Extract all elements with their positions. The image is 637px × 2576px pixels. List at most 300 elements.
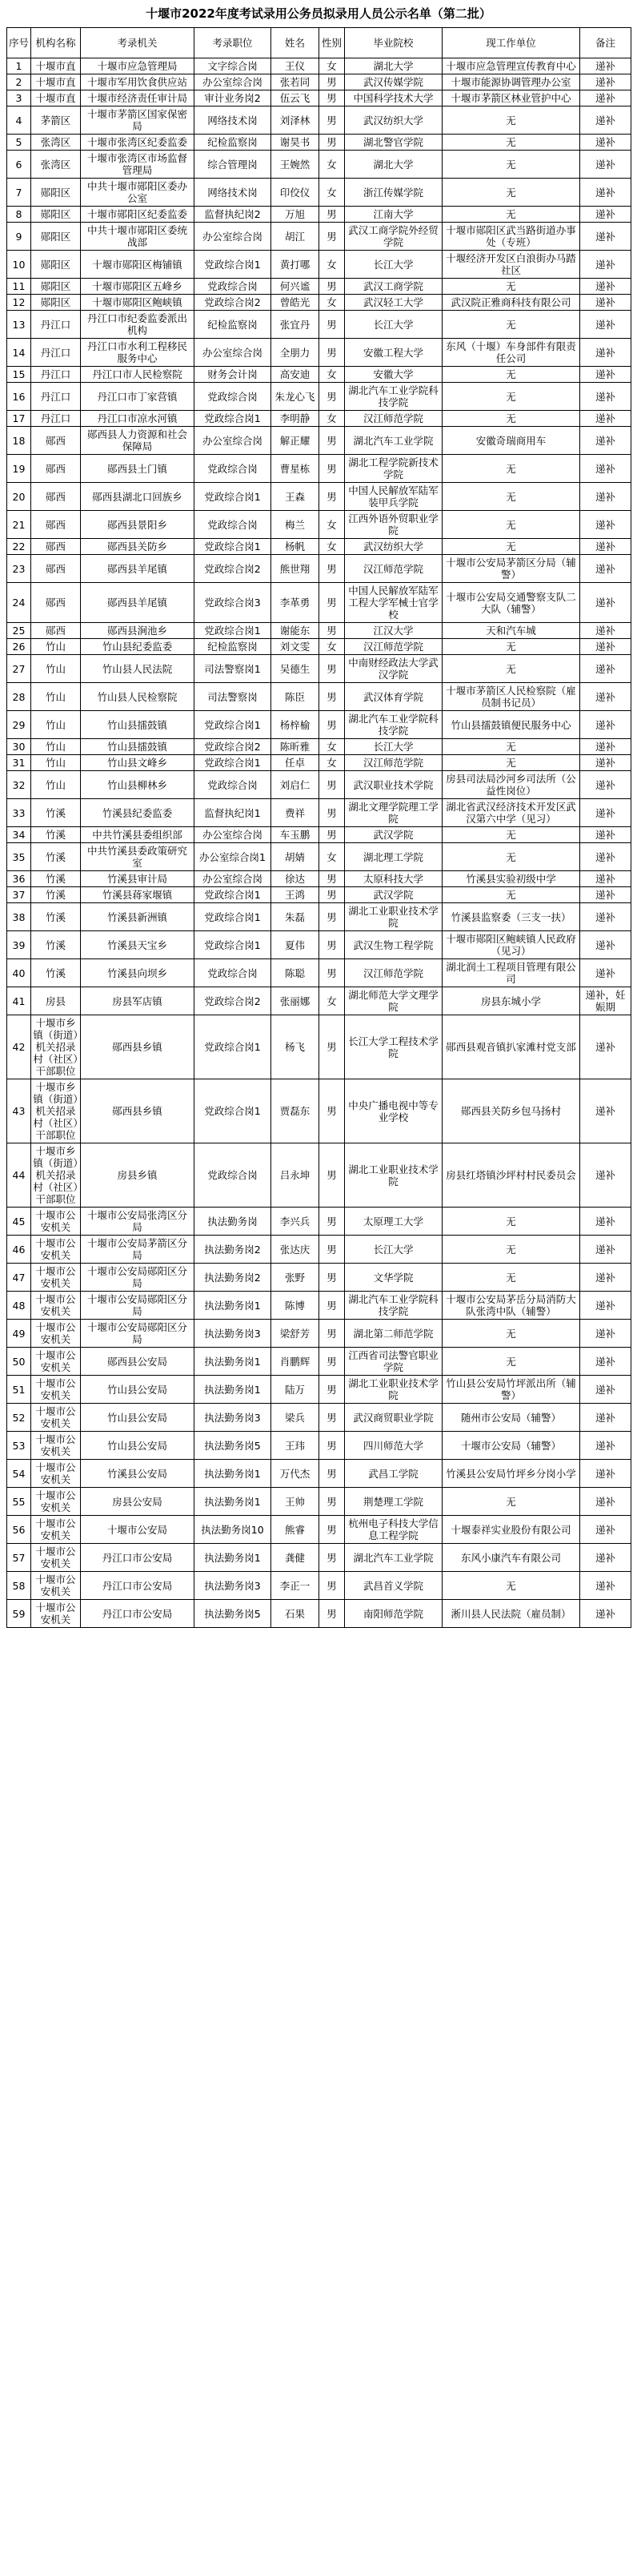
cell-org: 十堰市乡镇（街道）机关招录村（社区）干部职位: [31, 1143, 81, 1208]
cell-employer: 无: [443, 1236, 580, 1264]
cell-employer: 房县红塔镇沙坪村村民委员会: [443, 1143, 580, 1208]
table-row: [7, 1292, 631, 1320]
cell-remark: 递补: [580, 58, 631, 74]
cell-position: 党政综合岗1: [194, 411, 271, 427]
cell-position: 党政综合岗2: [194, 987, 271, 1015]
cell-school: 太原科技大学: [345, 871, 443, 887]
cell-agency: 丹江口市水利工程移民服务中心: [81, 339, 194, 367]
cell-remark: 递补: [580, 771, 631, 799]
cell-agency: 竹溪县新洲镇: [81, 903, 194, 931]
table-row: [7, 106, 631, 135]
cell-gender: 男: [319, 871, 345, 887]
cell-gender: 女: [319, 755, 345, 771]
table-row: [7, 311, 631, 339]
table-row: [7, 639, 631, 655]
cell-org: 郧西: [31, 583, 81, 623]
table-row: [7, 1264, 631, 1292]
cell-gender: 男: [319, 339, 345, 367]
cell-index: 53: [7, 1432, 31, 1460]
cell-remark: 递补: [580, 1079, 631, 1143]
cell-employer: 湖北省武汉经济技术开发区武汉第六中学（见习）: [443, 799, 580, 827]
cell-position: 党政综合岗1: [194, 251, 271, 279]
cell-index: 31: [7, 755, 31, 771]
table-row: [7, 411, 631, 427]
cell-gender: 女: [319, 739, 345, 755]
cell-agency: 十堰市张湾区市场监督管理局: [81, 151, 194, 179]
cell-school: 中国人民解放军陆军装甲兵学院: [345, 483, 443, 511]
cell-index: 50: [7, 1348, 31, 1376]
cell-agency: 丹江口市丁家营镇: [81, 383, 194, 411]
cell-gender: 男: [319, 1348, 345, 1376]
table-row: [7, 1208, 631, 1236]
cell-employer: 无: [443, 887, 580, 903]
cell-employer: 无: [443, 1320, 580, 1348]
table-row: [7, 555, 631, 583]
cell-position: 党政综合岗1: [194, 931, 271, 959]
cell-name: 王婉然: [271, 151, 319, 179]
cell-remark: 递补，妊娠期: [580, 987, 631, 1015]
cell-remark: 递补: [580, 623, 631, 639]
cell-school: 湖北工程学院新技术学院: [345, 455, 443, 483]
table-row: [7, 1320, 631, 1348]
cell-org: 竹溪: [31, 843, 81, 871]
cell-remark: 递补: [580, 251, 631, 279]
cell-org: 十堰市乡镇（街道）机关招录村（社区）干部职位: [31, 1015, 81, 1079]
cell-org: 茅箭区: [31, 106, 81, 135]
cell-name: 吴德生: [271, 655, 319, 683]
cell-agency: 十堰市公安局郧阳区分局: [81, 1320, 194, 1348]
cell-employer: 无: [443, 511, 580, 539]
cell-gender: 男: [319, 1404, 345, 1432]
cell-position: 综合管理岗: [194, 151, 271, 179]
cell-position: 党政综合岗: [194, 279, 271, 295]
cell-org: 十堰市公安机关: [31, 1348, 81, 1376]
cell-position: 网络技术岗: [194, 179, 271, 207]
cell-gender: 男: [319, 1488, 345, 1516]
cell-name: 何兴谧: [271, 279, 319, 295]
cell-org: 丹江口: [31, 411, 81, 427]
cell-index: 44: [7, 1143, 31, 1208]
cell-employer: 无: [443, 135, 580, 151]
table-row: [7, 251, 631, 279]
cell-agency: 竹溪县天宝乡: [81, 931, 194, 959]
cell-school: 武昌首义学院: [345, 1572, 443, 1600]
cell-remark: 递补: [580, 655, 631, 683]
cell-agency: 竹山县人民检察院: [81, 683, 194, 711]
cell-gender: 男: [319, 583, 345, 623]
cell-name: 黄打哪: [271, 251, 319, 279]
cell-index: 54: [7, 1460, 31, 1488]
cell-org: 郧阳区: [31, 295, 81, 311]
cell-remark: 递补: [580, 1544, 631, 1572]
cell-name: 朱龙心飞: [271, 383, 319, 411]
cell-position: 司法警察岗1: [194, 655, 271, 683]
cell-gender: 男: [319, 623, 345, 639]
cell-gender: 女: [319, 295, 345, 311]
table-body: [7, 58, 631, 1628]
cell-employer: 无: [443, 827, 580, 843]
cell-position: 纪检监察岗: [194, 135, 271, 151]
cell-name: 贾磊东: [271, 1079, 319, 1143]
cell-school: 武昌工学院: [345, 1460, 443, 1488]
table-row: [7, 1488, 631, 1516]
cell-org: 十堰市直: [31, 58, 81, 74]
cell-position: 党政综合岗: [194, 511, 271, 539]
cell-employer: 竹溪县公安局竹坪乡分岗小学: [443, 1460, 580, 1488]
cell-remark: 递补: [580, 843, 631, 871]
cell-employer: 无: [443, 151, 580, 179]
table-header-row: [7, 28, 631, 58]
cell-gender: 男: [319, 1264, 345, 1292]
cell-gender: 男: [319, 1376, 345, 1404]
cell-position: 执法勤务岗1: [194, 1488, 271, 1516]
cell-remark: 递补: [580, 90, 631, 106]
table-row: [7, 827, 631, 843]
cell-org: 十堰市公安机关: [31, 1264, 81, 1292]
cell-index: 21: [7, 511, 31, 539]
cell-org: 郧西: [31, 427, 81, 455]
cell-name: 张若同: [271, 74, 319, 90]
cell-gender: 男: [319, 135, 345, 151]
cell-index: 37: [7, 887, 31, 903]
cell-gender: 男: [319, 931, 345, 959]
cell-gender: 男: [319, 827, 345, 843]
table-row: [7, 739, 631, 755]
cell-org: 竹山: [31, 755, 81, 771]
cell-index: 11: [7, 279, 31, 295]
cell-gender: 男: [319, 1015, 345, 1079]
cell-position: 执法勤务岗3: [194, 1320, 271, 1348]
cell-index: 33: [7, 799, 31, 827]
cell-gender: 女: [319, 251, 345, 279]
cell-name: 谢能东: [271, 623, 319, 639]
cell-school: 武汉工商学院外经贸学院: [345, 223, 443, 251]
cell-name: 胡江: [271, 223, 319, 251]
cell-index: 1: [7, 58, 31, 74]
table-row: [7, 987, 631, 1015]
cell-agency: 竹山县文峰乡: [81, 755, 194, 771]
cell-agency: 竹山县公安局: [81, 1404, 194, 1432]
cell-school: 江西外语外贸职业学院: [345, 511, 443, 539]
cell-name: 陈臣: [271, 683, 319, 711]
cell-remark: 递补: [580, 871, 631, 887]
cell-school: 中国人民解放军陆军工程大学军械士官学校: [345, 583, 443, 623]
cell-employer: 十堰市公安局交通警察支队二大队（辅警）: [443, 583, 580, 623]
cell-org: 郧西: [31, 539, 81, 555]
cell-index: 28: [7, 683, 31, 711]
table-row: [7, 711, 631, 739]
cell-index: 16: [7, 383, 31, 411]
cell-index: 18: [7, 427, 31, 455]
cell-school: 南阳师范学院: [345, 1600, 443, 1628]
cell-index: 7: [7, 179, 31, 207]
cell-agency: 房县乡镇: [81, 1143, 194, 1208]
cell-agency: 十堰市公安局: [81, 1516, 194, 1544]
cell-position: 办公室综合岗: [194, 827, 271, 843]
cell-remark: 递补: [580, 739, 631, 755]
cell-gender: 男: [319, 74, 345, 90]
cell-employer: 无: [443, 843, 580, 871]
cell-name: 徐达: [271, 871, 319, 887]
cell-name: 印佼仪: [271, 179, 319, 207]
cell-school: 江汉大学: [345, 623, 443, 639]
cell-remark: 递补: [580, 1572, 631, 1600]
cell-org: 张湾区: [31, 151, 81, 179]
cell-gender: 女: [319, 639, 345, 655]
cell-agency: 中共竹溪县委政策研究室: [81, 843, 194, 871]
cell-remark: 递补: [580, 1320, 631, 1348]
cell-index: 51: [7, 1376, 31, 1404]
cell-gender: 男: [319, 1432, 345, 1460]
cell-employer: 湖北润土工程项目管理有限公司: [443, 959, 580, 987]
cell-index: 23: [7, 555, 31, 583]
cell-name: 刘泽林: [271, 106, 319, 135]
cell-agency: 十堰市公安局茅箭区分局: [81, 1236, 194, 1264]
cell-position: 纪检监察岗: [194, 639, 271, 655]
cell-employer: 十堰市茅箭区林业管护中心: [443, 90, 580, 106]
cell-gender: 男: [319, 1572, 345, 1600]
cell-school: 江南大学: [345, 207, 443, 223]
cell-index: 32: [7, 771, 31, 799]
cell-org: 十堰市公安机关: [31, 1292, 81, 1320]
cell-gender: 男: [319, 1516, 345, 1544]
cell-employer: 无: [443, 1348, 580, 1376]
cell-index: 6: [7, 151, 31, 179]
cell-school: 湖北工业职业技术学院: [345, 1376, 443, 1404]
cell-remark: 递补: [580, 179, 631, 207]
cell-index: 30: [7, 739, 31, 755]
cell-position: 办公室综合岗: [194, 427, 271, 455]
cell-agency: 十堰市郧阳区梅铺镇: [81, 251, 194, 279]
cell-agency: 竹溪县纪委监委: [81, 799, 194, 827]
cell-gender: 女: [319, 411, 345, 427]
cell-name: 朱磊: [271, 903, 319, 931]
cell-school: 湖北汽车工业学院: [345, 427, 443, 455]
header-school: 毕业院校: [345, 28, 443, 58]
table-row: [7, 1516, 631, 1544]
cell-index: 35: [7, 843, 31, 871]
cell-remark: 递补: [580, 427, 631, 455]
cell-employer: 无: [443, 383, 580, 411]
cell-index: 57: [7, 1544, 31, 1572]
cell-agency: 十堰市茅箭区国家保密局: [81, 106, 194, 135]
cell-remark: 递补: [580, 383, 631, 411]
cell-gender: 男: [319, 655, 345, 683]
cell-org: 十堰市公安机关: [31, 1236, 81, 1264]
cell-remark: 递补: [580, 1376, 631, 1404]
cell-position: 办公室综合岗: [194, 339, 271, 367]
cell-position: 执法勤务岗1: [194, 1460, 271, 1488]
cell-agency: 郧西县土门镇: [81, 455, 194, 483]
table-row: [7, 1079, 631, 1143]
cell-position: 执法勤务岗2: [194, 1264, 271, 1292]
cell-index: 22: [7, 539, 31, 555]
cell-org: 竹溪: [31, 887, 81, 903]
cell-school: 安徽大学: [345, 367, 443, 383]
cell-employer: 郧西县关防乡包马扬村: [443, 1079, 580, 1143]
cell-remark: 递补: [580, 827, 631, 843]
cell-agency: 十堰市郧阳区鲍峡镇: [81, 295, 194, 311]
cell-org: 竹山: [31, 683, 81, 711]
cell-org: 十堰市公安机关: [31, 1320, 81, 1348]
table-row: [7, 1376, 631, 1404]
cell-agency: 丹江口市人民检察院: [81, 367, 194, 383]
cell-position: 党政综合岗1: [194, 1015, 271, 1079]
cell-org: 十堰市公安机关: [31, 1572, 81, 1600]
cell-name: 杨梓榆: [271, 711, 319, 739]
cell-employer: 十堰市公安局（辅警）: [443, 1432, 580, 1460]
cell-agency: 竹山县公安局: [81, 1376, 194, 1404]
cell-name: 陆万: [271, 1376, 319, 1404]
cell-remark: 递补: [580, 223, 631, 251]
cell-agency: 十堰市经济责任审计局: [81, 90, 194, 106]
cell-school: 湖北汽车工业学院科技学院: [345, 383, 443, 411]
cell-school: 武汉生物工程学院: [345, 931, 443, 959]
cell-remark: 递补: [580, 74, 631, 90]
cell-agency: 郧西县景阳乡: [81, 511, 194, 539]
cell-remark: 递补: [580, 279, 631, 295]
cell-position: 执法勤务岗10: [194, 1516, 271, 1544]
cell-index: 20: [7, 483, 31, 511]
cell-remark: 递补: [580, 539, 631, 555]
cell-name: 陈昕雅: [271, 739, 319, 755]
cell-index: 48: [7, 1292, 31, 1320]
cell-gender: 女: [319, 58, 345, 74]
cell-agency: 郧西县乡镇: [81, 1015, 194, 1079]
cell-position: 司法警察岗: [194, 683, 271, 711]
cell-gender: 男: [319, 1460, 345, 1488]
cell-school: 武汉传媒学院: [345, 74, 443, 90]
cell-org: 丹江口: [31, 339, 81, 367]
cell-name: 石果: [271, 1600, 319, 1628]
cell-position: 党政综合岗1: [194, 903, 271, 931]
cell-agency: 竹溪县公安局: [81, 1460, 194, 1488]
cell-name: 张宜丹: [271, 311, 319, 339]
cell-remark: 递补: [580, 311, 631, 339]
table-row: [7, 931, 631, 959]
cell-position: 执法勤务岗3: [194, 1572, 271, 1600]
cell-remark: 递补: [580, 1348, 631, 1376]
cell-index: 38: [7, 903, 31, 931]
cell-org: 郧阳区: [31, 207, 81, 223]
table-row: [7, 887, 631, 903]
cell-org: 竹溪: [31, 827, 81, 843]
cell-name: 李兴兵: [271, 1208, 319, 1236]
cell-employer: 无: [443, 207, 580, 223]
cell-employer: 无: [443, 367, 580, 383]
cell-org: 郧阳区: [31, 223, 81, 251]
cell-gender: 女: [319, 843, 345, 871]
cell-remark: 递补: [580, 207, 631, 223]
table-row: [7, 799, 631, 827]
header-gender: 性别: [319, 28, 345, 58]
cell-position: 党政综合岗1: [194, 483, 271, 511]
cell-index: 34: [7, 827, 31, 843]
cell-agency: 郧西县人力资源和社会保障局: [81, 427, 194, 455]
cell-org: 竹溪: [31, 959, 81, 987]
cell-agency: 郧西县乡镇: [81, 1079, 194, 1143]
cell-employer: 十堰市公安局茅岳分局消防大队张湾中队（辅警）: [443, 1292, 580, 1320]
cell-org: 竹山: [31, 739, 81, 755]
cell-gender: 女: [319, 987, 345, 1015]
cell-org: 郧西: [31, 555, 81, 583]
cell-employer: 无: [443, 1572, 580, 1600]
cell-org: 竹山: [31, 711, 81, 739]
cell-position: 党政综合岗: [194, 455, 271, 483]
cell-name: 梅兰: [271, 511, 319, 539]
cell-index: 49: [7, 1320, 31, 1348]
cell-gender: 男: [319, 1600, 345, 1628]
cell-school: 文华学院: [345, 1264, 443, 1292]
header-remark: 备注: [580, 28, 631, 58]
cell-name: 高安迪: [271, 367, 319, 383]
cell-org: 张湾区: [31, 135, 81, 151]
cell-index: 10: [7, 251, 31, 279]
header-index: 序号: [7, 28, 31, 58]
cell-employer: 无: [443, 106, 580, 135]
cell-agency: 竹山县公安局: [81, 1432, 194, 1460]
cell-employer: 无: [443, 311, 580, 339]
cell-employer: 十堰经济开发区白浪街办马踏社区: [443, 251, 580, 279]
cell-remark: 递补: [580, 1432, 631, 1460]
cell-position: 党政综合岗2: [194, 555, 271, 583]
cell-remark: 递补: [580, 799, 631, 827]
cell-agency: 竹山县柳林乡: [81, 771, 194, 799]
cell-name: 梁舒芳: [271, 1320, 319, 1348]
cell-gender: 男: [319, 683, 345, 711]
cell-school: 荆楚理工学院: [345, 1488, 443, 1516]
cell-school: 汉江师范学院: [345, 755, 443, 771]
cell-org: 十堰市公安机关: [31, 1376, 81, 1404]
cell-agency: 丹江口市公安局: [81, 1600, 194, 1628]
cell-school: 湖北工业职业技术学院: [345, 1143, 443, 1208]
cell-school: 长江大学工程技术学院: [345, 1015, 443, 1079]
cell-name: 刘文雯: [271, 639, 319, 655]
cell-remark: 递补: [580, 339, 631, 367]
cell-index: 59: [7, 1600, 31, 1628]
cell-name: 李明静: [271, 411, 319, 427]
cell-position: 办公室综合岗1: [194, 843, 271, 871]
cell-employer: 十堰市公安局茅箭区分局（辅警）: [443, 555, 580, 583]
cell-index: 42: [7, 1015, 31, 1079]
cell-school: 中国科学技术大学: [345, 90, 443, 106]
cell-org: 十堰市公安机关: [31, 1600, 81, 1628]
cell-school: 武汉纺织大学: [345, 106, 443, 135]
cell-name: 曹星栋: [271, 455, 319, 483]
cell-position: 党政综合岗: [194, 771, 271, 799]
table-row: [7, 455, 631, 483]
table-row: [7, 74, 631, 90]
cell-agency: 郧西县羊尾镇: [81, 583, 194, 623]
table-row: [7, 367, 631, 383]
cell-position: 党政综合岗1: [194, 623, 271, 639]
cell-name: 谢昊书: [271, 135, 319, 151]
cell-name: 杨飞: [271, 1015, 319, 1079]
cell-agency: 丹江口市公安局: [81, 1544, 194, 1572]
header-agency: 考录机关: [81, 28, 194, 58]
cell-index: 19: [7, 455, 31, 483]
cell-index: 45: [7, 1208, 31, 1236]
table-row: [7, 683, 631, 711]
table-row: [7, 1432, 631, 1460]
cell-employer: 淅川县人民法院（雇员制）: [443, 1600, 580, 1628]
cell-employer: 无: [443, 1488, 580, 1516]
table-row: [7, 771, 631, 799]
cell-gender: 男: [319, 903, 345, 931]
cell-school: 湖北警官学院: [345, 135, 443, 151]
cell-name: 王帅: [271, 1488, 319, 1516]
cell-position: 执法勤务岗1: [194, 1292, 271, 1320]
